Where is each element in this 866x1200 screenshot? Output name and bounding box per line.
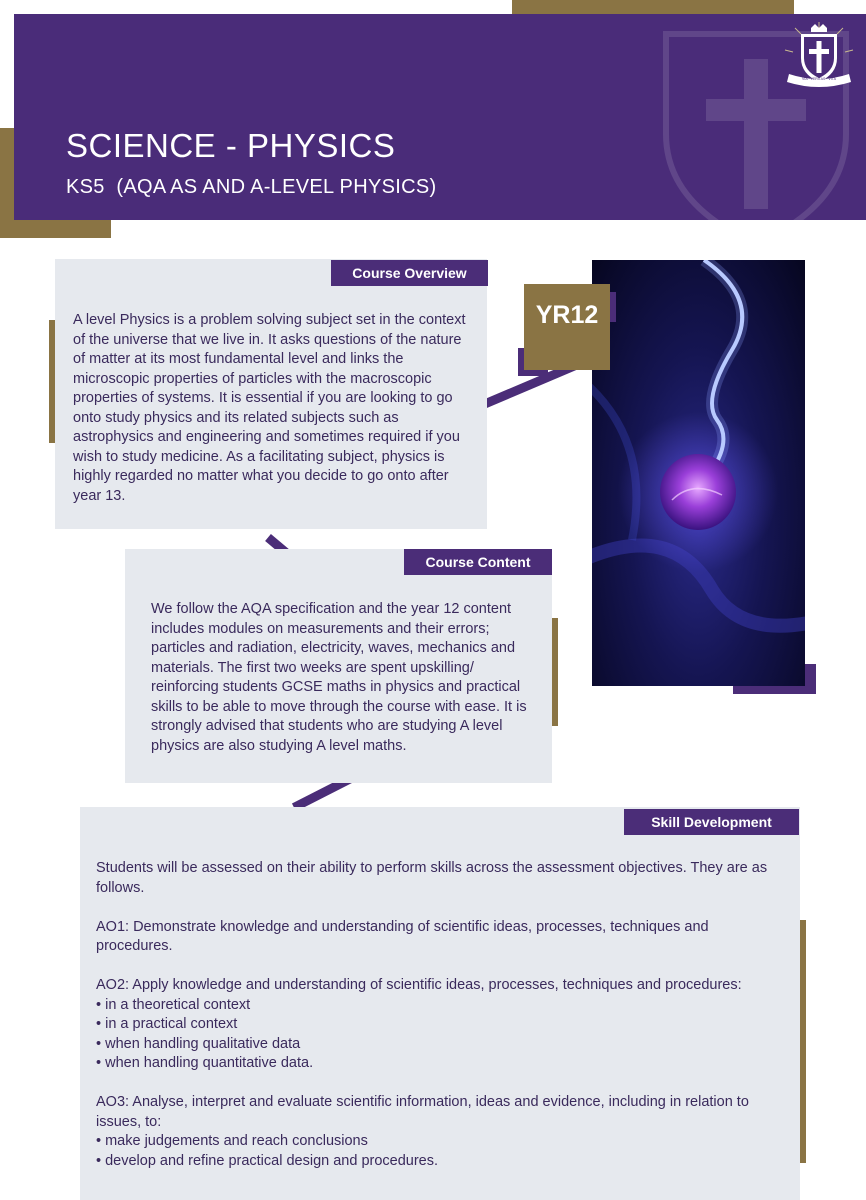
skill-development-tag: Skill Development bbox=[624, 809, 799, 835]
skills-ao2: AO2: Apply knowledge and understanding of scientific ideas, processes, techniques and procedures: • in a theoretical context • in a practical context • when handling qualitative data • when handling quantitative data. bbox=[96, 977, 742, 1071]
year-badge-label: YR12 bbox=[535, 301, 599, 329]
plasma-photo bbox=[592, 260, 805, 686]
plasma-ball-image bbox=[592, 260, 805, 686]
course-content-tag: Course Content bbox=[404, 549, 552, 575]
school-crest bbox=[781, 22, 857, 92]
crest-motto: VIA · VERITAS · VITA bbox=[802, 77, 836, 81]
content-side-accent bbox=[552, 618, 558, 726]
top-accent-bar bbox=[512, 0, 794, 14]
course-overview-text: A level Physics is a problem solving subject set in the context of the universe that we live in. It asks questions of the nature of matter at its most fundamental level and links the microscopic properties of particles with the macroscopic properties of systems. It is essential if you are looking to go onto study physics and its related subjects such as astrophysics and engineering and sometimes required if you wish to study medicine. As a facilitating subject, physics is highly regarded no matter what you decide to go onto after year 13. bbox=[73, 312, 466, 504]
skills-side-accent bbox=[800, 920, 806, 1163]
skills-ao1: AO1: Demonstrate knowledge and understanding of scientific ideas, processes, techniques and procedures. bbox=[96, 918, 709, 954]
badge-accent bbox=[610, 292, 616, 322]
crest-icon bbox=[781, 22, 857, 92]
skills-ao3: AO3: Analyse, interpret and evaluate scientific information, ideas and evidence, including in relation to issues, to: • make judgements and reach conclusions • develop and refine practical design and procedures. bbox=[96, 1094, 749, 1169]
course-overview-tag: Course Overview bbox=[331, 260, 488, 286]
course-content-text: We follow the AQA specification and the year 12 content includes modules on measurements and their errors; particles and radiation, electricity, waves, mechanics and materials. The first two weeks are spent upskilling/ reinforcing students GCSE maths in physics and practical skills to be able to move through the course with ease. It is strongly advised that students who are studying A level physics are also studying A level maths. bbox=[151, 601, 527, 754]
skill-development-text bbox=[96, 859, 786, 1191]
skills-intro: Students will be assessed on their ability to perform skills across the assessment objectives. They are as follows. bbox=[96, 860, 768, 896]
page-subtitle: KS5 (AQA AS AND A-LEVEL PHYSICS) bbox=[66, 176, 437, 198]
page-title: SCIENCE - PHYSICS bbox=[66, 127, 396, 164]
year-badge bbox=[524, 284, 610, 370]
